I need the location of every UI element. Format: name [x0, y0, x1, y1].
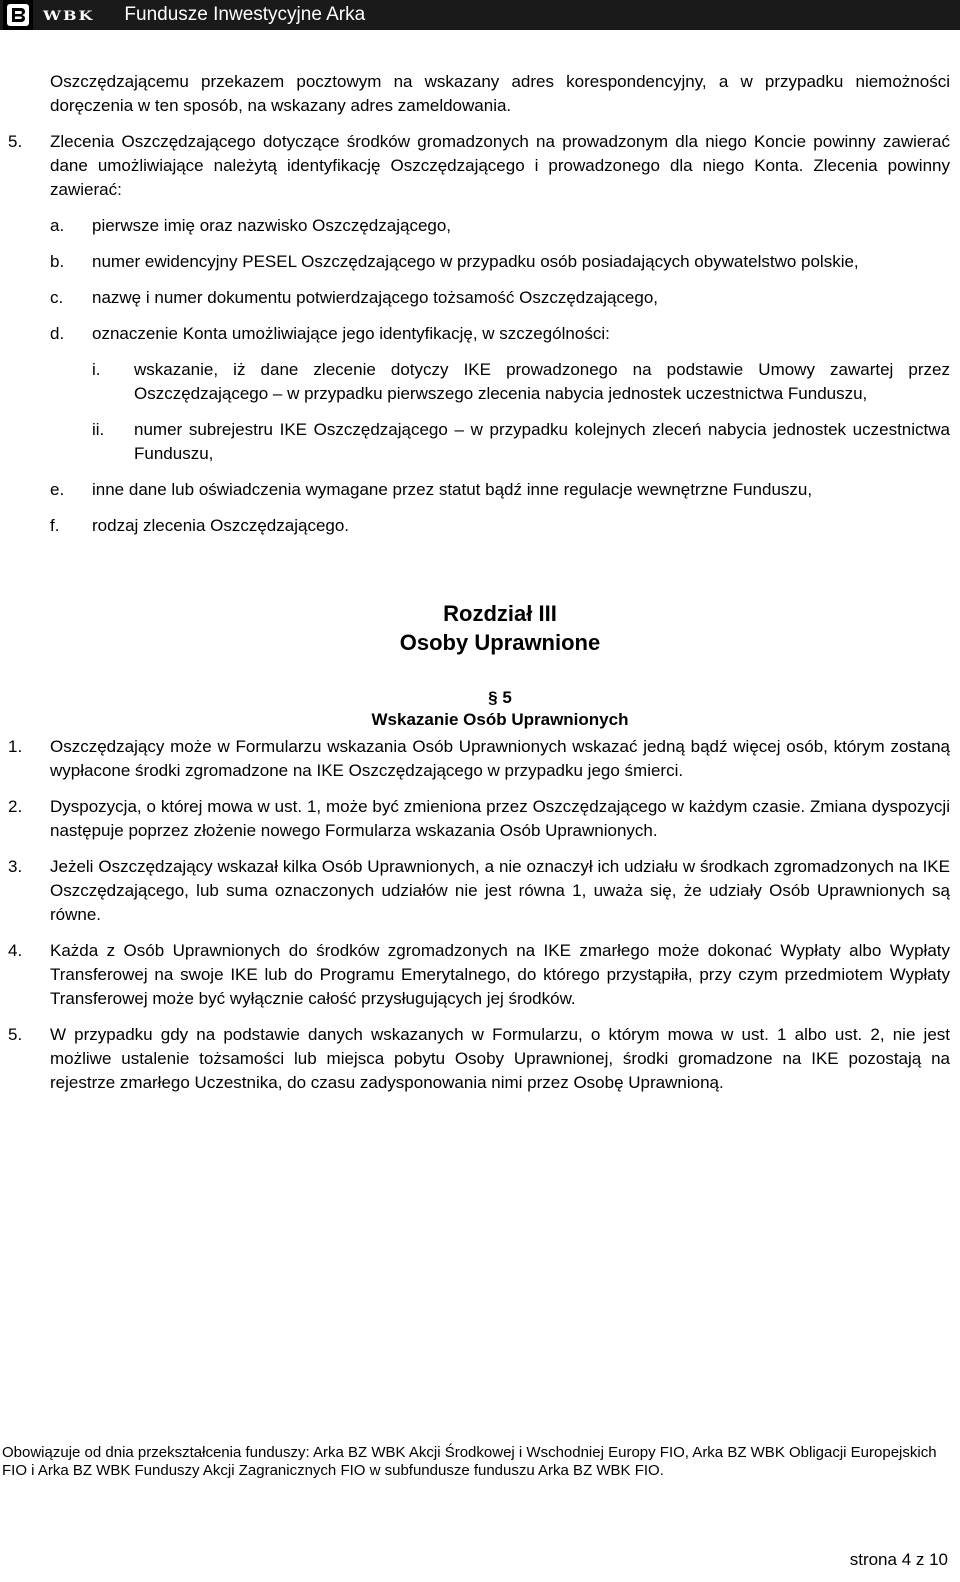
- paragraph-number: 2.: [8, 797, 23, 816]
- paragraph-text: Jeżeli Oszczędzający wskazał kilka Osób Uprawnionych, a nie oznaczył ich udziału w środkach zgromadzonych na IKE Oszczędzającego, lub suma oznaczonych udziałów nie jest równa 1, uważa się, że udziały Osób Uprawnionych są równe.: [50, 857, 950, 924]
- numbered-paragraph: [8, 855, 950, 927]
- sublist-item: [92, 418, 950, 466]
- list-item: [50, 322, 950, 346]
- list-item: [50, 478, 950, 502]
- list-item-text: numer ewidencyjny PESEL Oszczędzającego w przypadku osób posiadających obywatelstwo polskie,: [92, 252, 859, 271]
- numbered-paragraph: [8, 939, 950, 1011]
- list-item-text: wskazanie, iż dane zlecenie dotyczy IKE prowadzonego na podstawie Umowy zawartej przez Oszczędzającego – w przypadku pierwszego zlecenia nabycia jednostek uczestnictwa Funduszu,: [134, 360, 950, 403]
- list-item: [50, 250, 950, 274]
- section-title: Wskazanie Osób Uprawnionych: [371, 710, 629, 729]
- paragraph-text: Każda z Osób Uprawnionych do środków zgromadzonych na IKE zmarłego może dokonać Wypłaty albo Wypłaty Transferowej na swoje IKE lub do Programu Emerytalnego, do którego przystąpiła, przy czym przedmiotem Wypłaty Transferowej może być wyłącznie całość przysługujących jej środków.: [50, 941, 950, 1008]
- document-body: [8, 70, 950, 1095]
- list-marker: a.: [50, 216, 65, 235]
- header-title: Fundusze Inwestycyjne Arka: [124, 4, 366, 25]
- numbered-paragraph: [8, 795, 950, 843]
- list-item: [50, 214, 950, 238]
- item-5: [8, 130, 950, 202]
- section-sign: § 5: [488, 688, 512, 707]
- page-header: [0, 0, 960, 30]
- paragraph-text: W przypadku gdy na podstawie danych wskazanych w Formularzu, o którym mowa w ust. 1 albo ust. 2, nie jest możliwe ustalenie tożsamości lub miejsca pobytu Osoby Uprawnionej, środki gromadzone na IKE pozostają na rejestrze zmarłego Uczestnika, do czasu zadysponowania nimi przez Osobę Uprawnioną.: [50, 1025, 950, 1092]
- wbk-logo-text: WBK: [43, 7, 95, 23]
- list-marker: c.: [50, 288, 64, 307]
- paragraph-text: Dyspozycja, o której mowa w ust. 1, może być zmieniona przez Oszczędzającego w każdym czasie. Zmiana dyspozycji następuje poprzez złożenie nowego Formularza wskazania Osób Uprawnionych.: [50, 797, 950, 840]
- numbered-paragraph: [8, 735, 950, 783]
- list-item: [50, 514, 950, 538]
- bank-logo-icon: [3, 0, 33, 30]
- list-item-text: oznaczenie Konta umożliwiające jego identyfikację, w szczególności:: [92, 324, 610, 343]
- paragraph-number: 4.: [8, 941, 23, 960]
- paragraph-number: 1.: [8, 737, 23, 756]
- list-item-text: pierwsze imię oraz nazwisko Oszczędzającego,: [92, 216, 452, 235]
- list-marker: f.: [50, 516, 60, 535]
- list-marker: i.: [92, 360, 101, 379]
- intro-paragraph: Oszczędzającemu przekazem pocztowym na wskazany adres korespondencyjny, a w przypadku niemożności doręczenia w ten sposób, na wskazany adres zameldowania.: [50, 72, 950, 115]
- paragraph-number: 5.: [8, 1025, 23, 1044]
- sublist-item: [92, 358, 950, 406]
- list-marker: b.: [50, 252, 65, 271]
- paragraph-text: Oszczędzający może w Formularzu wskazania Osób Uprawnionych wskazać jedną bądź więcej osób, którym zostaną wypłacone środki zgromadzone na IKE Oszczędzającego w przypadku jego śmierci.: [50, 737, 950, 780]
- list-marker: d.: [50, 324, 65, 343]
- list-marker: e.: [50, 480, 65, 499]
- list-item-text: inne dane lub oświadczenia wymagane przez statut bądź inne regulacje wewnętrzne Funduszu,: [92, 480, 813, 499]
- page-number: strona 4 z 10: [849, 1550, 948, 1569]
- list-item: [50, 286, 950, 310]
- item-5-number: 5.: [8, 132, 23, 151]
- numbered-paragraph: [8, 1023, 950, 1095]
- chapter-title: Osoby Uprawnione: [399, 630, 601, 655]
- item-5-text: Zlecenia Oszczędzającego dotyczące środków gromadzonych na prowadzonym dla niego Koncie powinny zawierać dane umożliwiające należytą identyfikację Oszczędzającego i prowadzonego dla niego Konta. Zlecenia powinny zawierać:: [50, 132, 950, 199]
- paragraph-number: 3.: [8, 857, 23, 876]
- chapter-number: Rozdział III: [443, 601, 557, 626]
- list-item-text: numer subrejestru IKE Oszczędzającego – w przypadku kolejnych zleceń nabycia jednostek uczestnictwa Funduszu,: [134, 420, 950, 463]
- list-item-text: nazwę i numer dokumentu potwierdzającego tożsamość Oszczędzającego,: [92, 288, 659, 307]
- footer-note: Obowiązuje od dnia przekształcenia funduszy: Arka BZ WBK Akcji Środkowej i Wschodniej Europy FIO, Arka BZ WBK Obligacji Europejskich FIO i Arka BZ WBK Funduszy Akcji Zagranicznych FIO w subfundusze funduszu Arka BZ WBK FIO.: [2, 1444, 937, 1479]
- list-marker: ii.: [92, 420, 105, 439]
- list-item-text: rodzaj zlecenia Oszczędzającego.: [92, 516, 350, 535]
